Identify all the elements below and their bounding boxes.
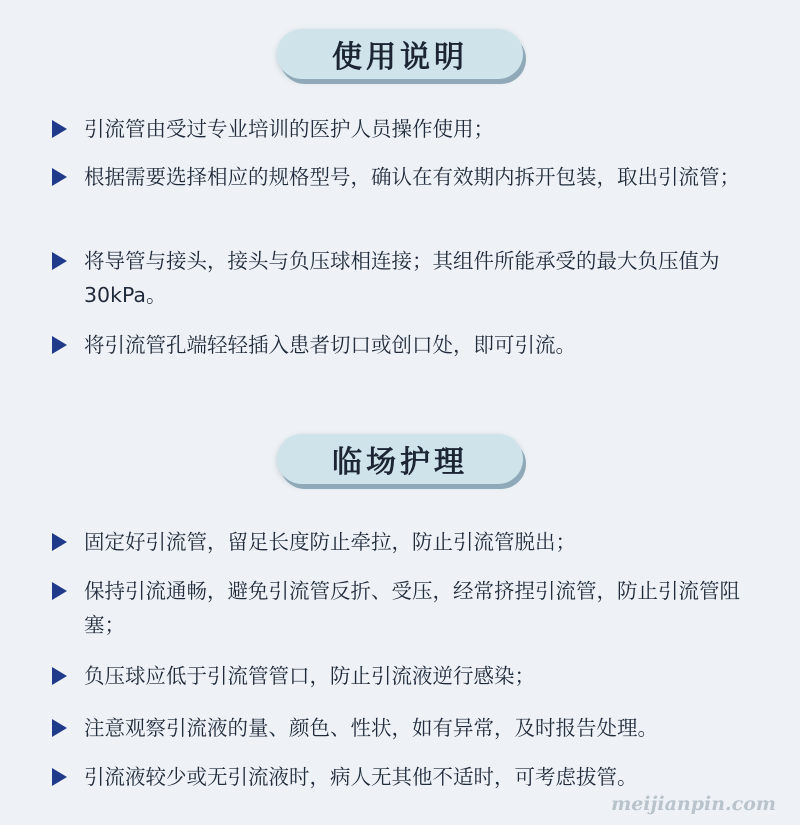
bullet-arrow-icon [52, 120, 67, 138]
care-item-text: 负压球应低于引流管管口，防止引流液逆行感染； [84, 664, 535, 688]
care-item-2 [52, 576, 757, 642]
care-item-1 [52, 527, 757, 559]
bullet-arrow-icon [52, 533, 67, 551]
watermark: meijianpin.com [611, 793, 776, 815]
bullet-arrow-icon [52, 719, 67, 737]
care-item-text: 固定好引流管，留足长度防止牵拉，防止引流管脱出； [84, 530, 576, 554]
care-item-text: 注意观察引流液的量、颜色、性状，如有异常，及时报告处理。 [84, 716, 658, 740]
usage-item-4 [52, 330, 757, 362]
usage-item-1 [52, 114, 757, 146]
usage-item-3 [52, 246, 757, 312]
bullet-arrow-icon [52, 582, 67, 600]
usage-item-text: 将引流管孔端轻轻插入患者切口或创口处，即可引流。 [84, 333, 576, 357]
care-item-5 [52, 762, 757, 794]
care-item-3 [52, 661, 757, 693]
care-item-text: 保持引流通畅，避免引流管反折、受压，经常挤捏引流管，防止引流管阻塞； [84, 579, 740, 637]
bullet-arrow-icon [52, 252, 67, 270]
usage-item-text: 根据需要选择相应的规格型号，确认在有效期内拆开包装，取出引流管； [84, 165, 740, 189]
usage-section-title [277, 29, 523, 79]
bullet-arrow-icon [52, 168, 67, 186]
bullet-arrow-icon [52, 336, 67, 354]
usage-item-text: 将导管与接头，接头与负压球相连接；其组件所能承受的最大负压值为 30kPa。 [84, 249, 720, 307]
bullet-arrow-icon [52, 667, 67, 685]
care-title-text: 临场护理 [332, 445, 468, 480]
usage-item-2 [52, 162, 757, 194]
care-section-title [277, 434, 523, 484]
care-item-text: 引流液较少或无引流液时，病人无其他不适时，可考虑拔管。 [84, 765, 638, 789]
usage-title-text: 使用说明 [332, 40, 468, 75]
usage-item-text: 引流管由受过专业培训的医护人员操作使用； [84, 117, 494, 141]
bullet-arrow-icon [52, 768, 67, 786]
care-item-4 [52, 713, 757, 745]
